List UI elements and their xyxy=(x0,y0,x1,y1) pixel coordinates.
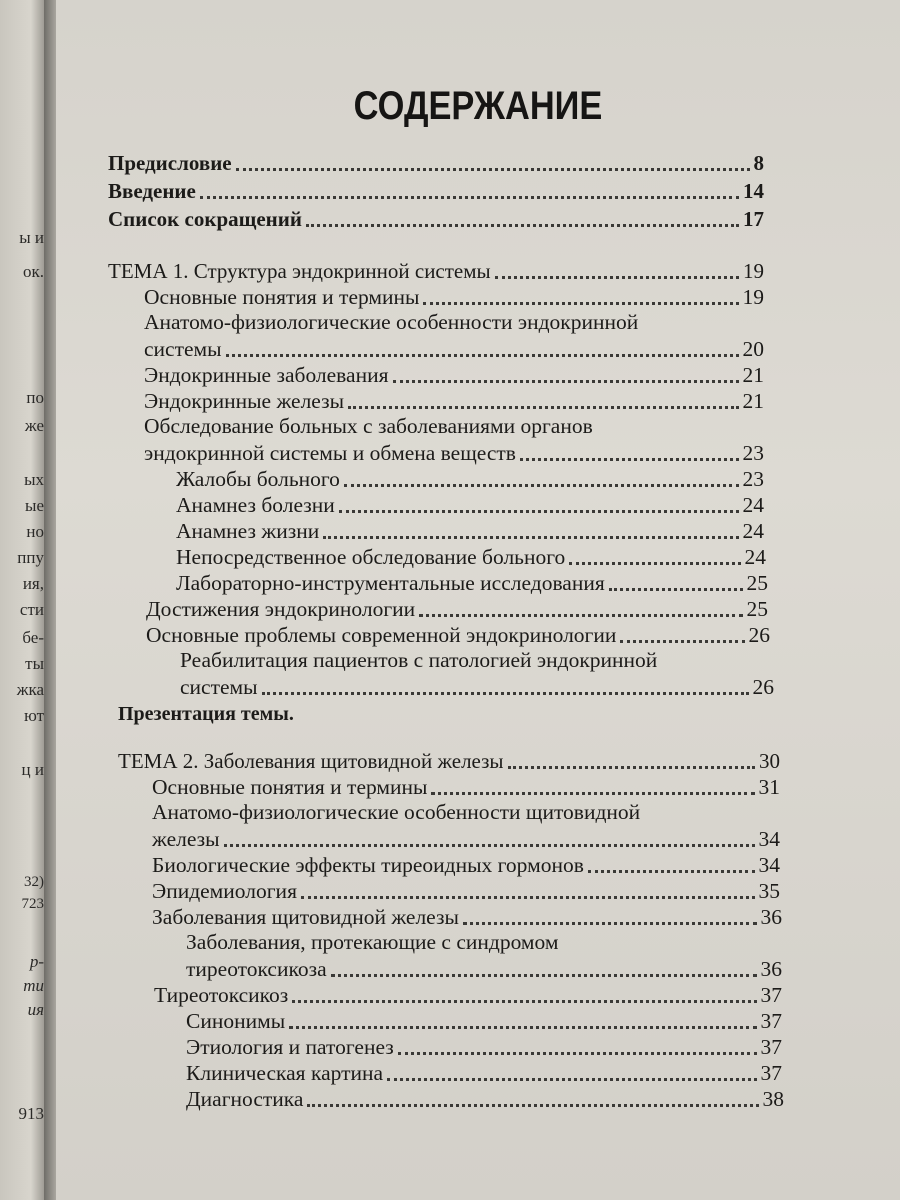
left-page-text: же xyxy=(24,416,44,435)
toc-entry-title: Предисловие xyxy=(108,151,232,175)
toc-entry xyxy=(154,980,782,1008)
toc-page-number: 17 xyxy=(743,207,764,231)
toc-entry-title: Введение xyxy=(108,179,196,203)
toc-page-number: 37 xyxy=(760,1009,782,1033)
toc-entry xyxy=(176,542,766,570)
toc-page-number: 37 xyxy=(760,983,782,1007)
toc-page-number: 14 xyxy=(743,179,764,203)
toc-entry-title: Анатомо-физиологические особенности щитовидной xyxy=(152,800,641,824)
toc-page-number: 26 xyxy=(752,675,774,699)
toc-entry-title: Эпидемиология xyxy=(152,879,297,903)
leader-dots xyxy=(463,921,757,925)
toc-entry xyxy=(108,204,764,232)
leader-dots xyxy=(262,691,749,695)
toc-entry xyxy=(176,568,768,596)
left-page-text: 32) xyxy=(24,874,44,890)
left-page-text: ых xyxy=(24,470,44,489)
left-page-text: р- xyxy=(29,952,44,971)
toc-entry xyxy=(186,1032,782,1060)
leader-dots xyxy=(289,1025,756,1029)
leader-dots xyxy=(348,405,738,409)
toc-entry-title: Основные понятия и термины xyxy=(152,775,428,799)
toc-entry-title: Анатомо-физиологические особенности эндокринной xyxy=(144,310,639,334)
toc-entry xyxy=(186,1058,782,1086)
left-page-text: ти xyxy=(23,976,44,995)
toc-entry-title: Эндокринные железы xyxy=(144,389,345,413)
toc-entry xyxy=(152,772,780,800)
presentation-label: Презентация темы. xyxy=(118,703,294,725)
leader-dots xyxy=(301,895,755,899)
leader-dots xyxy=(323,535,738,539)
toc-entry-title: Жалобы больного xyxy=(176,467,340,491)
leader-dots xyxy=(339,509,739,513)
left-page-text: 723 xyxy=(21,896,44,912)
toc-page-number: 19 xyxy=(742,285,764,309)
left-page-text: ия, xyxy=(22,574,44,593)
toc-page xyxy=(56,0,900,1200)
leader-dots xyxy=(609,587,743,591)
left-page-text: ок. xyxy=(22,262,44,281)
leader-dots xyxy=(588,869,755,873)
leader-dots xyxy=(331,973,757,977)
leader-dots xyxy=(419,613,742,617)
toc-page-number: 25 xyxy=(746,597,768,621)
toc-entry-title: Лабораторно-инструментальные исследования xyxy=(176,571,605,595)
book-gutter xyxy=(44,0,56,1200)
toc-entry xyxy=(108,176,764,204)
left-page-text: бе- xyxy=(22,628,44,647)
table-of-contents xyxy=(56,0,900,1200)
leader-dots xyxy=(508,765,755,769)
toc-entry xyxy=(152,824,780,852)
toc-entry-title: системы xyxy=(180,675,258,699)
toc-page-number: 36 xyxy=(760,905,782,929)
leader-dots xyxy=(569,561,740,565)
toc-entry-title: Клиническая картина xyxy=(186,1061,384,1085)
toc-entry xyxy=(180,672,774,700)
toc-entry-title: Основные проблемы современной эндокринологии xyxy=(146,623,617,647)
toc-entry-title: Непосредственное обследование больного xyxy=(176,545,566,569)
toc-page-number: 8 xyxy=(753,151,764,175)
toc-entry-title: Заболевания щитовидной железы xyxy=(152,905,459,929)
toc-entry xyxy=(146,594,768,622)
toc-page-number: 34 xyxy=(758,827,780,851)
toc-entry-title: Анамнез жизни xyxy=(176,519,320,543)
toc-entry-title: Обследование больных с заболеваниями органов xyxy=(144,414,593,438)
toc-entry-title: Анамнез болезни xyxy=(176,493,335,517)
toc-page-number: 24 xyxy=(742,493,764,517)
leader-dots xyxy=(495,275,739,279)
toc-page-number: 25 xyxy=(746,571,768,595)
toc-entry-title: Заболевания, протекающие с синдромом xyxy=(186,930,559,954)
left-page-edge xyxy=(0,0,44,1200)
toc-entry-title: Биологические эффекты тиреоидных гормонов xyxy=(152,853,584,877)
toc-entry-title: Этиология и патогенез xyxy=(186,1035,394,1059)
left-page-text: по xyxy=(26,388,44,407)
leader-dots xyxy=(520,457,739,461)
leader-dots xyxy=(226,353,739,357)
toc-page-number: 20 xyxy=(742,337,764,361)
toc-page-number: 21 xyxy=(742,363,764,387)
toc-entry xyxy=(146,620,770,648)
toc-entry-title: Реабилитация пациентов с патологией эндокринной xyxy=(180,648,658,672)
toc-entry xyxy=(186,1006,782,1034)
toc-entry-title: Основные понятия и термины xyxy=(144,285,420,309)
toc-entry-title: ТЕМА 1. Структура эндокринной системы xyxy=(108,259,491,283)
leader-dots xyxy=(306,223,739,227)
toc-entry-title: тиреотоксикоза xyxy=(186,957,327,981)
left-page-text: 913 xyxy=(18,1104,44,1123)
toc-entry xyxy=(186,954,782,982)
toc-entry xyxy=(144,360,764,388)
toc-page-number: 24 xyxy=(744,545,766,569)
leader-dots xyxy=(200,195,739,199)
left-page-text: ц и xyxy=(21,760,44,779)
toc-entry-title: эндокринной системы и обмена веществ xyxy=(144,441,516,465)
toc-page-number: 26 xyxy=(748,623,770,647)
toc-entry xyxy=(144,386,764,414)
toc-page-number: 23 xyxy=(742,441,764,465)
toc-entry xyxy=(144,334,764,362)
leader-dots xyxy=(387,1077,756,1081)
toc-page-number: 24 xyxy=(742,519,764,543)
leader-dots xyxy=(431,791,754,795)
left-page-text: сти xyxy=(19,600,44,619)
leader-dots xyxy=(423,301,738,305)
toc-page-number: 31 xyxy=(758,775,780,799)
toc-entry-title: ТЕМА 2. Заболевания щитовидной железы xyxy=(118,749,504,773)
leader-dots xyxy=(393,379,739,383)
toc-entry xyxy=(108,148,764,176)
toc-page-number: 38 xyxy=(762,1087,784,1111)
left-page-text: ппу xyxy=(17,548,44,567)
toc-page-number: 21 xyxy=(742,389,764,413)
leader-dots xyxy=(236,167,750,171)
leader-dots xyxy=(292,999,756,1003)
toc-page-number: 37 xyxy=(760,1061,782,1085)
toc-topic-heading xyxy=(108,256,764,284)
toc-entry xyxy=(152,876,780,904)
toc-topic-heading xyxy=(118,746,780,774)
toc-entry-title: Диагностика xyxy=(186,1087,304,1111)
toc-entry-title: железы xyxy=(152,827,220,851)
toc-entry xyxy=(144,282,764,310)
page-title: СОДЕРЖАНИЕ xyxy=(353,84,603,128)
leader-dots xyxy=(344,483,739,487)
toc-entry-title: Достижения эндокринологии xyxy=(146,597,416,621)
toc-entry xyxy=(176,490,764,518)
toc-entry-title: Эндокринные заболевания xyxy=(144,363,389,387)
toc-page-number: 37 xyxy=(760,1035,782,1059)
toc-page-number: 35 xyxy=(758,879,780,903)
left-page-text: жка xyxy=(16,680,44,699)
toc-entry xyxy=(152,850,780,878)
toc-entry-title: системы xyxy=(144,337,222,361)
left-page-text: ия xyxy=(27,1000,44,1019)
leader-dots xyxy=(224,843,755,847)
toc-page-number: 23 xyxy=(742,467,764,491)
left-page-text: но xyxy=(26,522,44,541)
toc-entry xyxy=(186,1084,784,1112)
toc-entry-title: Список сокращений xyxy=(108,207,302,231)
toc-page-number: 34 xyxy=(758,853,780,877)
toc-entry-title: Тиреотоксикоз xyxy=(154,983,289,1007)
toc-entry-title: Синонимы xyxy=(186,1009,286,1033)
leader-dots xyxy=(307,1103,758,1107)
toc-entry xyxy=(144,438,764,466)
toc-entry xyxy=(176,464,764,492)
left-page-text: ют xyxy=(24,706,44,725)
toc-page-number: 30 xyxy=(759,749,780,773)
toc-entry xyxy=(176,516,764,544)
leader-dots xyxy=(620,639,744,643)
toc-page-number: 36 xyxy=(760,957,782,981)
left-page-text: ты xyxy=(25,654,44,673)
toc-entry xyxy=(152,902,782,930)
left-page-text: ые xyxy=(25,496,44,515)
toc-page-number: 19 xyxy=(743,259,764,283)
leader-dots xyxy=(398,1051,757,1055)
left-page-text: ы и xyxy=(19,228,44,247)
